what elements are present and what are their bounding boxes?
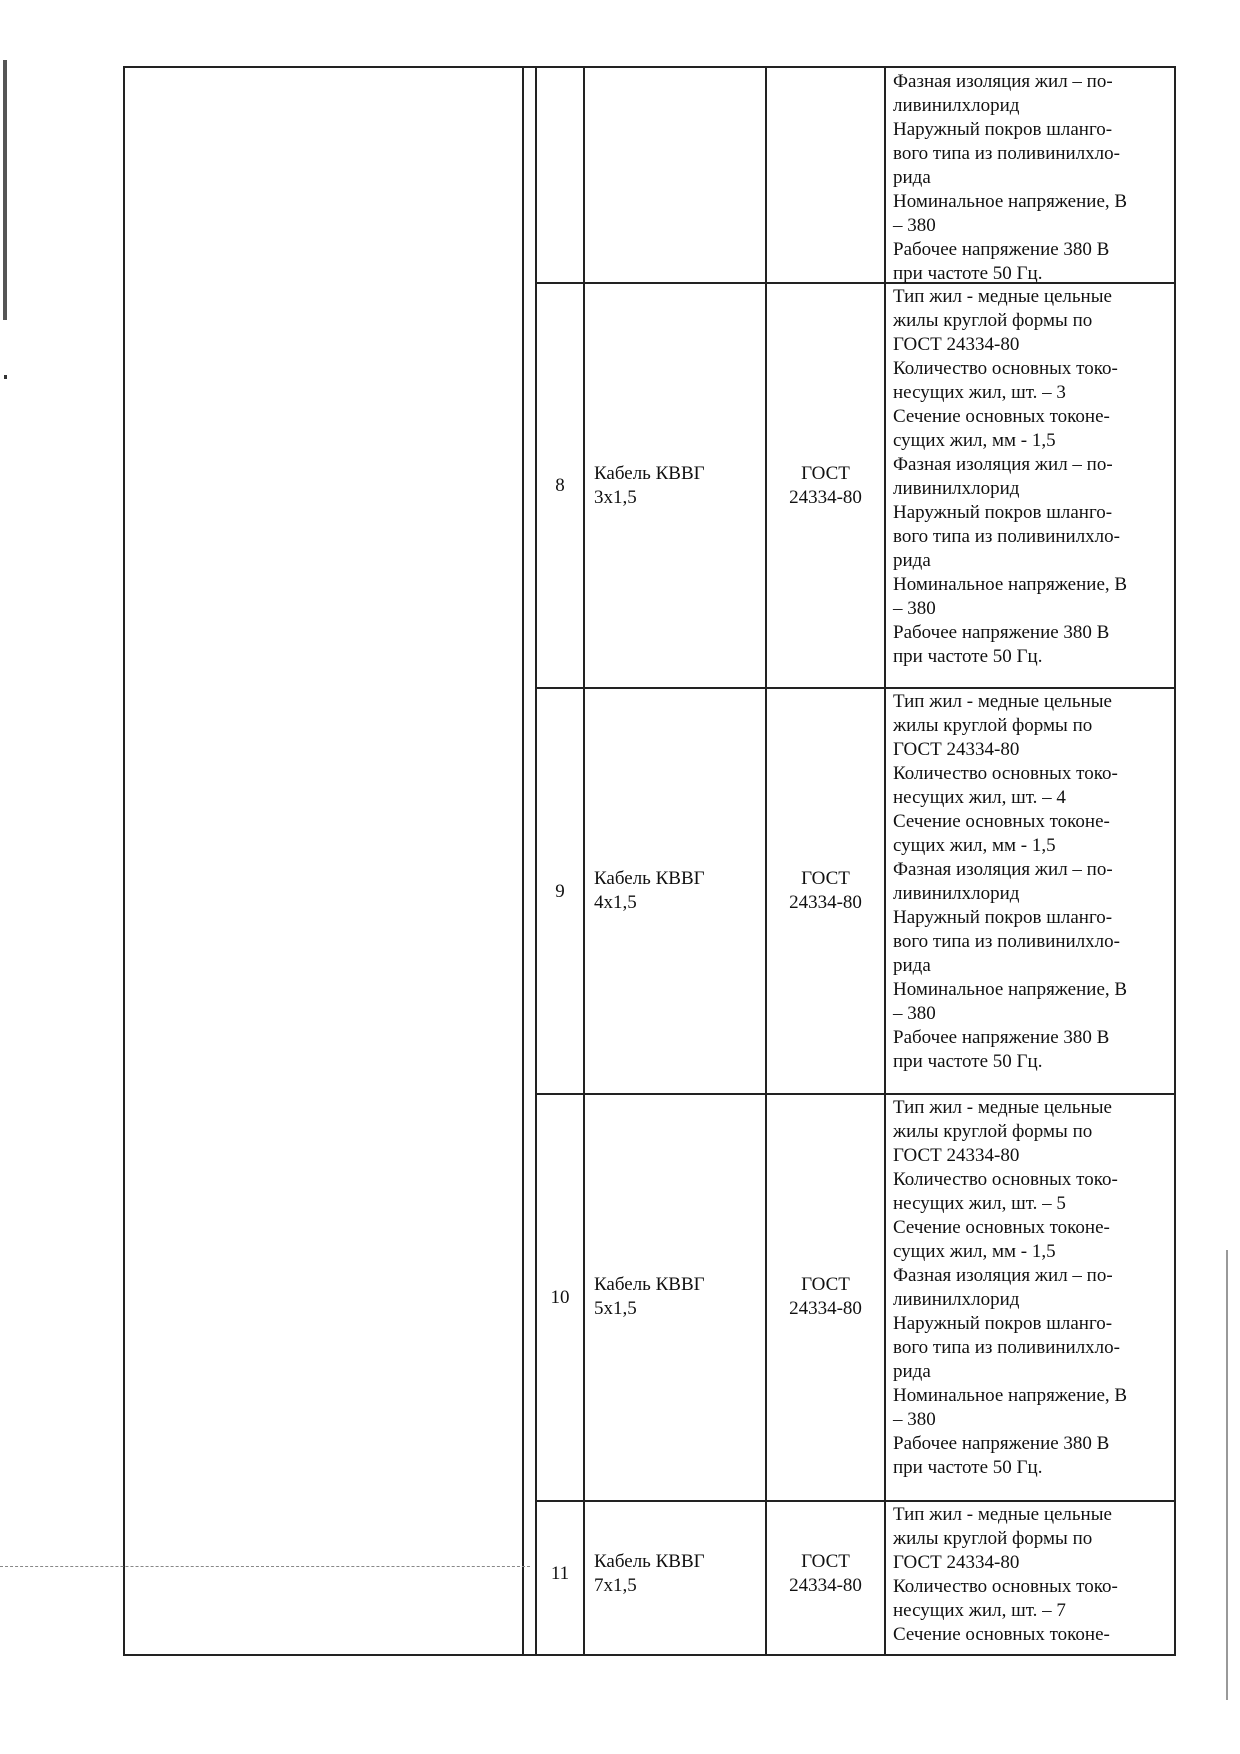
product-name-cell: Кабель КВВГ 5х1,5 bbox=[594, 1274, 705, 1319]
scan-edge-mark bbox=[3, 60, 7, 320]
standard-cell: ГОСТ 24334-80 bbox=[789, 463, 862, 508]
column-divider bbox=[522, 66, 524, 1656]
product-name-cell: Кабель КВВГ 7х1,5 bbox=[594, 1551, 705, 1596]
row-number: 11 bbox=[550, 1563, 570, 1584]
product-name-cell: Кабель КВВГ 4х1,5 bbox=[594, 868, 705, 913]
column-divider bbox=[583, 66, 585, 1656]
row-number: 9 bbox=[555, 881, 565, 902]
scan-edge-mark bbox=[4, 375, 7, 379]
continuation-spec-cell: Фазная изоляция жил – по- ливинилхлорид Наружный покров шланго- вого типа из поливинилхло- рида Номинальное напряжение, В – 380 Рабочее напряжение 380 В при частоте 50 Гц. bbox=[893, 71, 1128, 284]
scan-dotted-line bbox=[0, 1566, 530, 1567]
specification-cell: Тип жил - медные цельные жилы круглой формы по ГОСТ 24334-80 Количество основных токо- несущих жил, шт. – 4 Сечение основных токоне- сущих жил, мм - 1,5 Фазная изоляция жил – по- ливинилхлорид Наружный покров шланго- вого типа из поливинилхло- рида Номинальное напряжение, В – 380 Рабочее напряжение 380 В при частоте 50 Гц. bbox=[893, 691, 1128, 1072]
row-divider bbox=[535, 1093, 1176, 1095]
row-divider bbox=[535, 687, 1176, 689]
row-number: 10 bbox=[550, 1287, 570, 1308]
row-number: 8 bbox=[555, 475, 565, 496]
column-divider bbox=[884, 66, 886, 1656]
row-divider bbox=[535, 1500, 1176, 1502]
standard-cell: ГОСТ 24334-80 bbox=[789, 868, 862, 913]
specification-cell: Тип жил - медные цельные жилы круглой формы по ГОСТ 24334-80 Количество основных токо- несущих жил, шт. – 5 Сечение основных токоне- сущих жил, мм - 1,5 Фазная изоляция жил – по- ливинилхлорид Наружный покров шланго- вого типа из поливинилхло- рида Номинальное напряжение, В – 380 Рабочее напряжение 380 В при частоте 50 Гц. bbox=[893, 1097, 1128, 1478]
specification-cell: Тип жил - медные цельные жилы круглой формы по ГОСТ 24334-80 Количество основных токо- несущих жил, шт. – 3 Сечение основных токоне- сущих жил, мм - 1,5 Фазная изоляция жил – по- ливинилхлорид Наружный покров шланго- вого типа из поливинилхло- рида Номинальное напряжение, В – 380 Рабочее напряжение 380 В при частоте 50 Гц. bbox=[893, 286, 1128, 667]
product-name-cell: Кабель КВВГ 3х1,5 bbox=[594, 463, 705, 508]
specification-cell: Тип жил - медные цельные жилы круглой формы по ГОСТ 24334-80 Количество основных токо- несущих жил, шт. – 7 Сечение основных токоне- bbox=[893, 1504, 1118, 1645]
scan-edge-mark bbox=[1226, 1250, 1228, 1700]
standard-cell: ГОСТ 24334-80 bbox=[789, 1274, 862, 1319]
standard-cell: ГОСТ 24334-80 bbox=[789, 1551, 862, 1596]
column-divider bbox=[535, 66, 537, 1656]
column-divider bbox=[765, 66, 767, 1656]
